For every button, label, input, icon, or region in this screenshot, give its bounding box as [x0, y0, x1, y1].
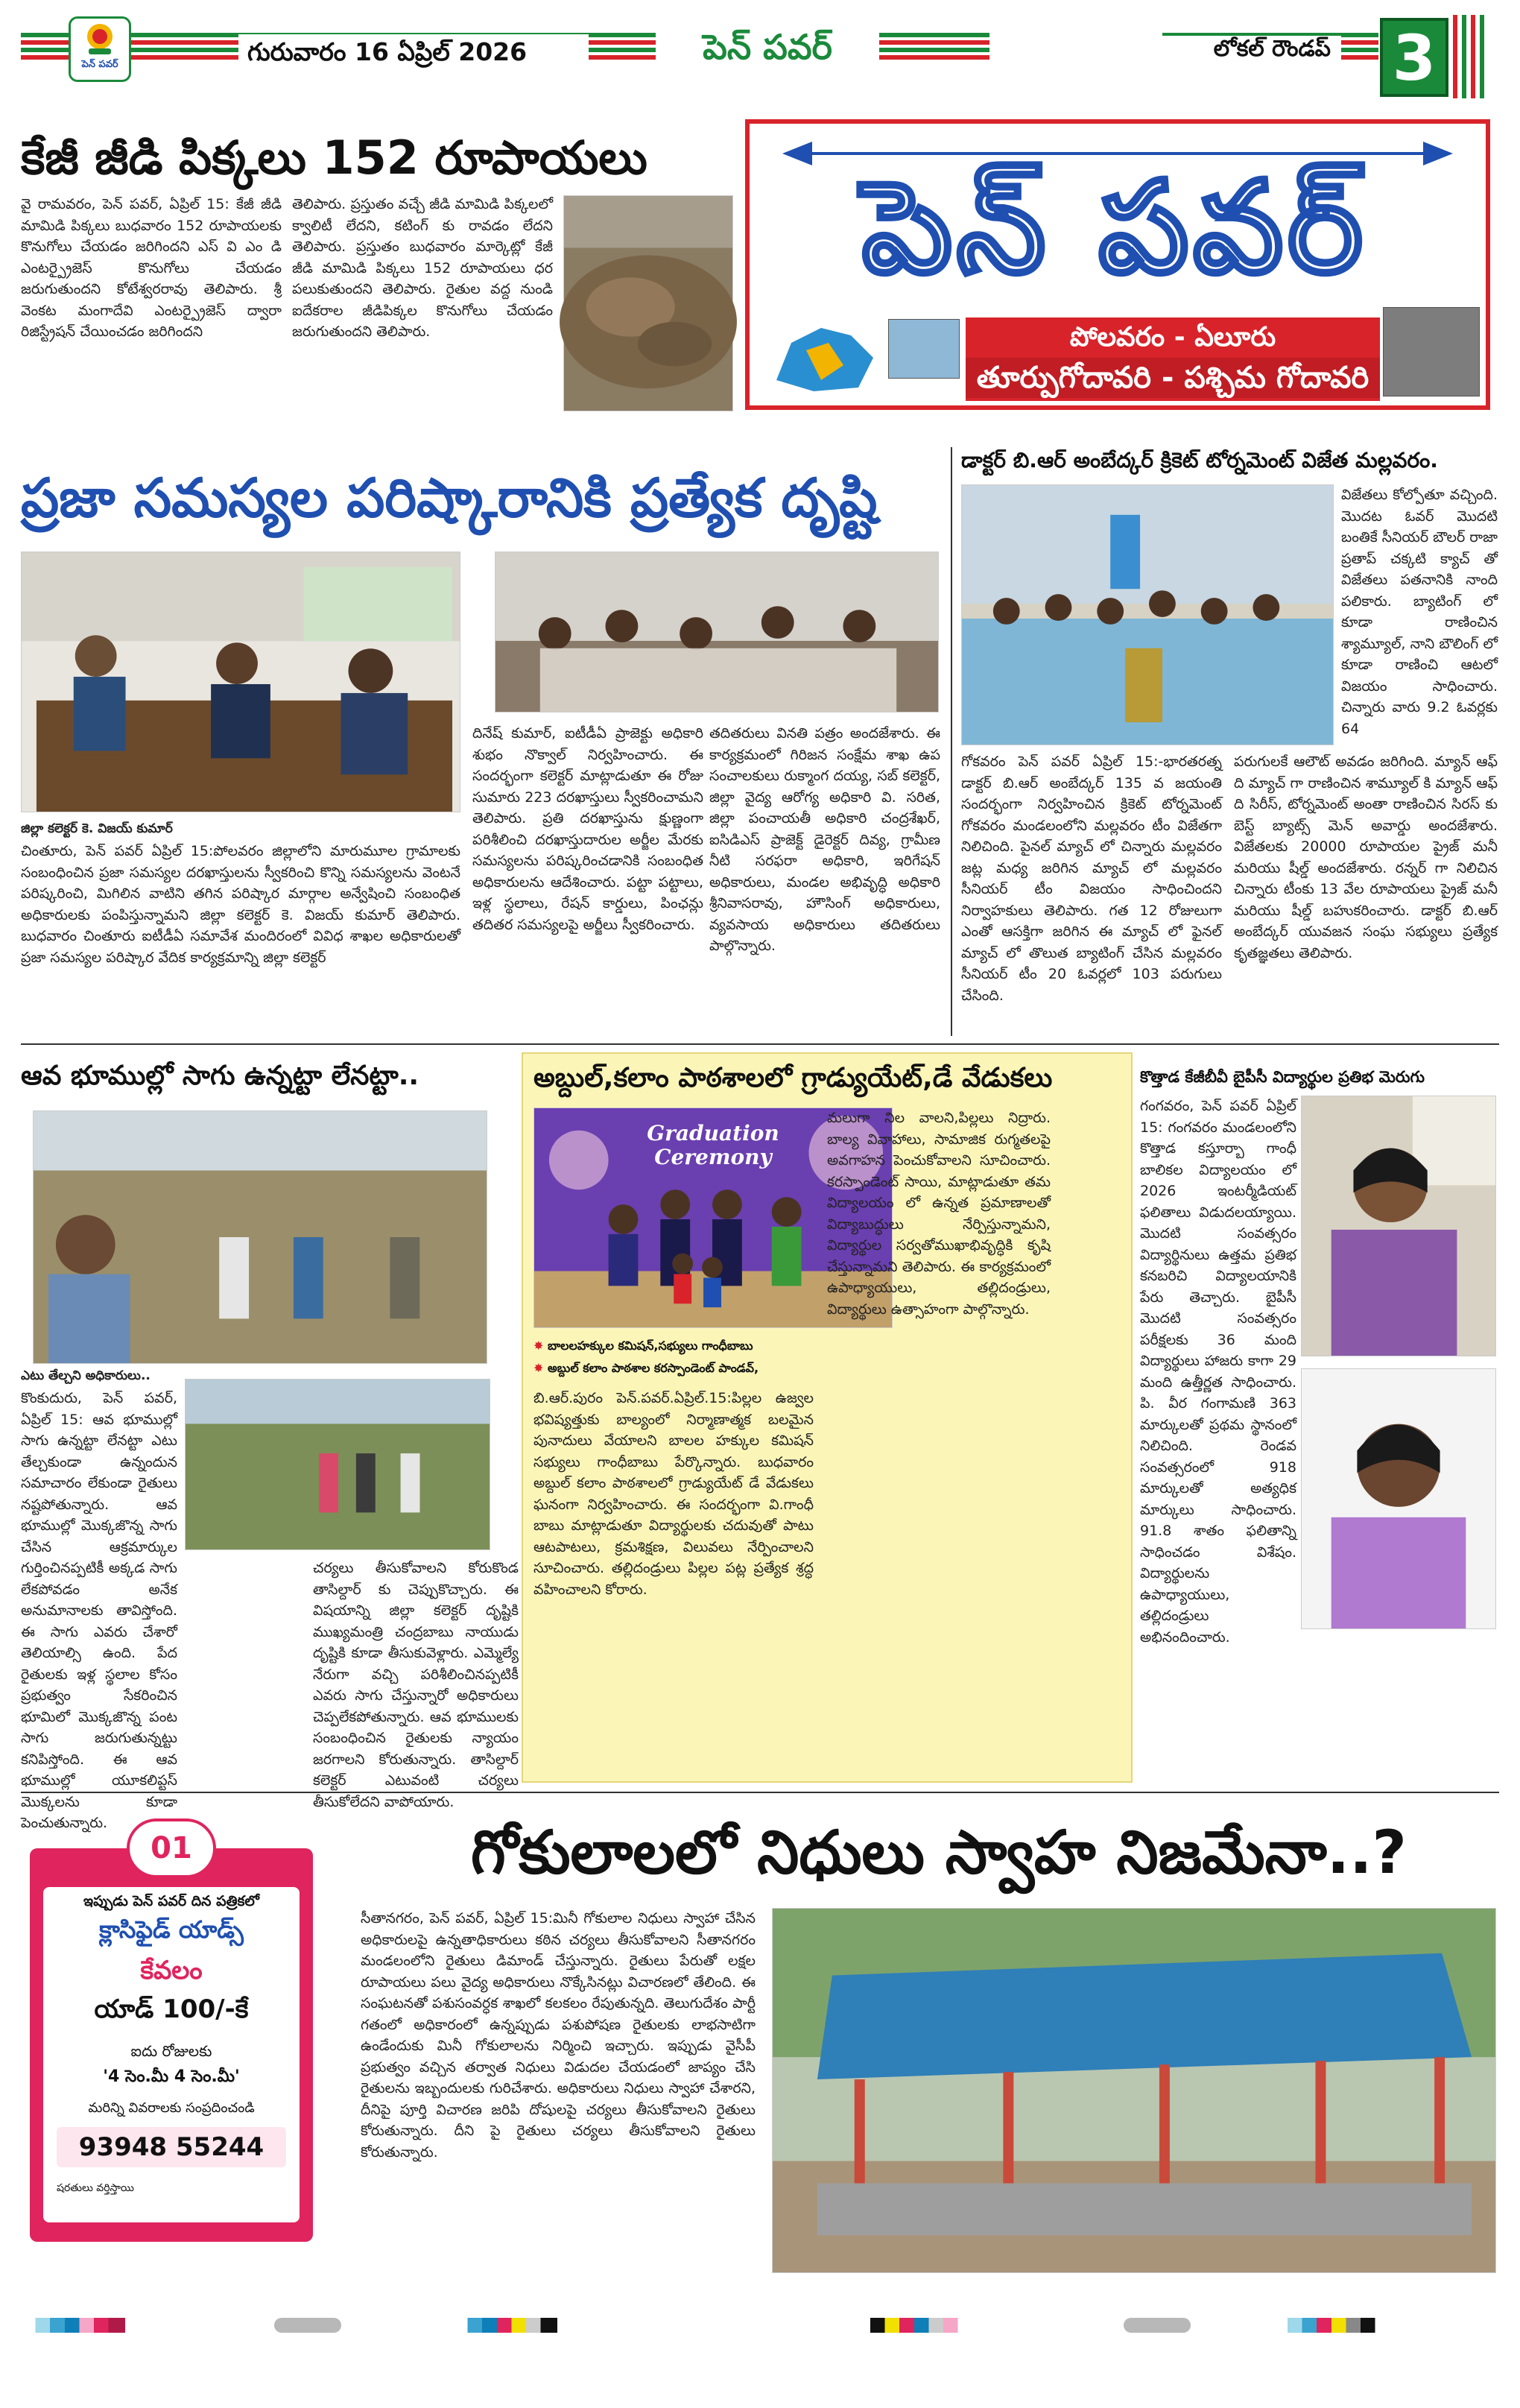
brand-map-image [761, 320, 888, 395]
story4-headline: ఆవ భూముల్లో సాగు ఉన్నట్టా లేనట్టా.. [21, 1061, 419, 1091]
color-bar-5 [1124, 2318, 1191, 2333]
student-photo-1 [1301, 1096, 1496, 1356]
ad-footer: షరతులు వర్తిస్తాయి [57, 2182, 134, 2194]
story3-headline: డాక్టర్ బి.ఆర్ అంబేద్కర్ క్రికెట్ టోర్నమెంట్ విజేత మల్లవరం. [961, 448, 1438, 473]
graduation-banner: Graduation Ceremony [647, 1121, 779, 1169]
classified-ad [30, 1818, 313, 2242]
story5-col2: మలుగా నిల వాలని,పిల్లలు నిద్రారు. బాల్య వివాహాలు, సామాజిక రుగ్మతలపై అవగాహన పెంచుకోవాలని సూచించారు. కరస్పాండెంట్ సాయి, మాట్లాడుతూ తమ విద్యాలయం లో ఉన్నత ప్రమాణాలతో విద్యాబుద్ధులు నేర్పిస్తున్నామని, విద్యార్థుల సర్వతోముఖాభివృద్ధికి కృషి చేస్తున్నామని తెలిపారు. ఈ కార్యక్రమంలో ఉపాధ్యాయులు, తల్లిదండ్రులు, విద్యార్థులు ఉత్సాహంగా పాల్గొన్నారు. [827, 1110, 1051, 1318]
story4-col2: చర్యలు తీసుకోవాలని కోరుకొండ తాసిల్దార్ కు చెప్పుకొచ్చారు. ఈ విషయాన్ని జిల్లా కలెక్టర్ దృష్టికి ముఖ్యమంత్రి చంద్రబాబు నాయుడు దృష్టికి కూడా తీసుకువెళ్లారు. ఎమ్మెల్యే నేరుగా వచ్చి పరిశీలించినప్పటికీ ఎవరు సాగు చేస్తున్నారో అధికారులు చెప్పలేకపోతున్నారు. ఆవ భూములకు సంబంధించిన రైతులకు న్యాయం జరగాలని కోరుతున్నారు. తాసిల్దార్ కలెక్టర్ ఎటువంటి చర్యలు తీసుకోలేదని వాపోయారు. [313, 1560, 519, 1810]
collector-photo-2 [495, 552, 939, 712]
story1-headline: కేజీ జీడి పిక్కలు 152 రూపాయలు [21, 130, 647, 185]
page-number-side-stripes [1453, 15, 1498, 98]
story2-col1: చింతూరు, పెన్ పవర్ ఏప్రిల్ 15:పోలవరం జిల్లాలోని మారుమూల గ్రామాలకు సంబంధించిన ప్రజా సమస్యల దరఖాస్తులను స్వీకరించి కొన్ని సమస్యలను వెంటనే పరిష్కరించి, మిగిలిన వాటిని తగిన పరిష్కార మార్గాల అన్వేషించి సంబంధిత అధికారులకు పంపిస్తున్నామని జిల్లా కలెక్టర్ కె. విజయ్ కుమార్ తెలిపారు. బుధవారం చింతూరు ఐటీడీఏ సమావేశ మందిరంలో వివిధ శాఖల అధికారులతో ప్రజా సమస్యల పరిష్కార వేదిక కార్యక్రమాన్ని జిల్లా కలెక్టర్ [21, 843, 460, 966]
brand-banner [966, 317, 1380, 401]
story2-col3: తదితరులు వినతి పత్రం అందజేశారు. ఈ కార్యక్రమంలో గిరిజన సంక్షేమ శాఖ ఉప సంచాలకులు రుక్మాంగ దయ్య, సబ్ కలెక్టర్, జిల్లా వైద్య ఆరోగ్య అధికారి వి. సరిత, జిల్లా పంచాయతీ అధికారి చంద్రశేఖర్, ఐసిడిఎస్ ప్రాజెక్ట్ డైరెక్టర్ దివ్య, గ్రామీణ నీటి సరఫరా అధికారి, ఇరిగేషన్ అధికారులు, మండల అభివృద్ధి అధికారి శ్రీనివాసరావు, హౌసింగ్ అధికారులు, వ్యవసాయ అధికారులు తదితరులు పాల్గొన్నారు. [709, 725, 940, 954]
horizontal-divider-2 [21, 1792, 1499, 1793]
vertical-divider-1 [951, 447, 952, 1036]
story5-col1: బి.ఆర్.పురం పెన్.పవర్.ఏప్రిల్.15:పిల్లల ఉజ్వల భవిష్యత్తుకు బాల్యంలో నిర్మాణాత్మక బలమైన పునాదులు వేయాలని బాలల హక్కుల కమిషన్ సభ్యులు గాంధీబాబు పేర్కొన్నారు. బుధవారం అబ్దుల్ కలాం పాఠశాలలో గ్రాడ్యుయేట్ డే వేడుకలు ఘనంగా నిర్వహించారు. ఈ సందర్భంగా వి.గాంధీ బాబు మాట్లాడుతూ విద్యార్థులకు చదువుతో పాటు ఆటపాటలు, క్రమశిక్షణ, విలువలు నేర్పించాలని సూచించారు. తల్లిదండ్రులు పిల్లల పట్ల ప్రత్యేక శ్రద్ధ వహించాలని కోరారు. [533, 1390, 814, 1598]
brand-bridge-image [1383, 307, 1480, 396]
story5-bullet1: బాలలహక్కుల కమిషన్,సభ్యులు గాంధీబాబు [547, 1339, 753, 1353]
story6-col1: గంగవరం, పెన్ పవర్ ఏప్రిల్ 15: గంగవరం మండలంలోని కొత్తాడ కస్తూర్బా గాంధీ బాలికల విద్యాలయం లో 2026 ఇంటర్మీడియట్ ఫలితాలు విడుదలయ్యాయి. మొదటి సంవత్సరం విద్యార్థినులు ఉత్తమ ప్రతిభ కనబరిచి విద్యాలయానికి పేరు తెచ్చారు. బైపీసీ మొదటి సంవత్సరం పరీక్షలకు 36 మంది విద్యార్థులు హాజరు కాగా 29 మంది ఉత్తీర్ణత సాధించారు. పి. వీర గంగామణి 363 మార్కులతో ప్రథమ స్థానంలో నిలిచింది. రెండవ సంవత్సరంలో 918 మార్కులతో అత్యధిక మార్కులు సాధించారు. 91.8 శాతం ఫలితాన్ని సాధించడం విశేషం. విద్యార్థులను ఉపాధ్యాయులు, తల్లిదండ్రులు అభినందించారు. [1140, 1098, 1296, 1646]
ad-line5: ఐదు రోజులకు [130, 2042, 212, 2060]
student-photo-2 [1301, 1368, 1496, 1629]
story5-bullet2: అబ్దుల్ కలాం పాఠశాల కరస్పాండెంట్ పాండవ్, [547, 1361, 759, 1375]
ad-phone: 93948 55244 [78, 2132, 265, 2162]
color-bar-1 [21, 2318, 125, 2333]
story1-col2: తెలిపారు. ప్రస్తుతం వచ్చే జీడి మామిడి పిక్కలలో క్వాలిటీ లేదని, కటింగ్ కు రావడం లేదని తెలిపారు. ప్రస్తుతం బుధవారం మార్కెట్లో కేజీ జీడి మామిడి పిక్కలు 152 రూపాయలు ధర పలుకుతుందని తెలిపారు. రైతుల వద్ద నుండి ఐదేకరాల జీడిపిక్కల కొనుగోలు చేయడం జరుగుతుందని తెలిపారు. [292, 196, 553, 340]
story3-col2: పరుగులకే ఆలౌట్ అవడం జరిగింది. మ్యాన్ ఆఫ్ ది మ్యాచ్ గా రాణించిన శామ్యూల్ కి మ్యాన్ ఆఫ్ ది సిరీస్, టోర్నమెంట్ అంతా రాణించిన సిరస్ కు బెస్ట్ బ్యాట్స్ మెన్ అవార్డు అందజేశారు. విజేతలకు 20000 రూపాయల ప్రైజ్ మనీ మరియు షీల్డ్ అందజేశారు. రన్నర్ గా నిలిచిన చిన్నారు టీంకు 13 వేల రూపాయలు ప్రైజ్ మనీ మరియు షీల్డ్ బహుకరించారు. డాక్టర్ బి.ఆర్ అంబేద్కర్ యువజన సంఘ సభ్యులు ప్రత్యేక కృతజ్ఞతలు తెలిపారు. [1234, 753, 1498, 961]
collector-photo-1 [21, 552, 460, 812]
masthead-logo-text: పెన్ పవర్ [81, 59, 118, 70]
ad-line7: మరిన్ని వివరాలకు సంప్రదించండి [88, 2100, 255, 2116]
color-bar-4 [870, 2318, 975, 2333]
masthead-section: లోకల్ రౌండప్ [1125, 36, 1341, 67]
ad-number: 01 [151, 1831, 192, 1865]
gokulam-shed-photo [772, 1908, 1496, 2273]
masthead [0, 0, 1520, 104]
color-bar-3 [453, 2318, 557, 2333]
story7-col1: సీతానగరం, పెన్ పవర్, ఏప్రిల్ 15:మినీ గోకులాల నిధులు స్వాహా చేసిన అధికారులపై ఉన్నతాధికారులు కఠిన చర్యలు తీసుకోవాలని సీతానగరం మండలంలోని రైతులు డిమాండ్ చేస్తున్నారు. రైతులు పేరుతో లక్షల రూపాయలు పలు వైద్య అధికారులు నొక్కేసినట్లు విచారణలో తేలింది. ఈ సంఘటనతో పశుసంవర్ధక శాఖలో కలకలం రేపుతున్నది. తెలుగుదేశం పార్టీ గతంలో అధికారంలో ఉన్నప్పుడు పశుపోషణ రైతులకు లాభసాటిగా ఉండేందుకు మినీ గోకులాలను నిర్మించి ఇచ్చారు. ఇప్పుడు వైసీపీ ప్రభుత్వం వచ్చిన తర్వాత నిధులు విడుదల చేయడంలో జాప్యం చేసి రైతులను ఇబ్బందులకు గురిచేశారు. అధికారులు నిధులు స్వాహా చేశారని, దీనిపై పూర్తి విచారణ జరిపి దోషులపై చర్యలు తీసుకోవాలని రైతులు కోరుతున్నారు. దీని పై రైతులు చర్యలు తీసుకోవాలని రైతులు కోరుతున్నారు. [361, 1910, 756, 2161]
story1-col1: వై రామవరం, పెన్ పవర్, ఏప్రిల్ 15: కేజీ జీడి మామిడి పిక్కలు బుధవారం 152 రూపాయలకు కొనుగోలు చేయడం జరిగిందని ఎస్ వి ఎం డి ఎంటర్ప్రైజెస్ కొనుగోలు చేయడం జరుగుతుందని కోటేశ్వరరావు తెలిపారు. శ్రీ వెంకట మంగాదేవి ఎంటర్ప్రైజెస్ ద్వారా రిజిస్ట్రేషన్ చేయించడం జరిగిందని [21, 196, 282, 340]
ad-phone-box [57, 2127, 286, 2167]
story3-col1: గోకవరం పెన్ పవర్ ఏప్రిల్ 15:-భారతరత్న డాక్టర్ బి.ఆర్ అంబేద్కర్ 135 వ జయంతి సందర్భంగా నిర్వహించిన క్రికెట్ టోర్నమెంట్ గోకవరం మండలంలోని మల్లవరం టీం విజేతగా నిలిచింది. పైనల్ మ్యాచ్ లో చిన్నారు మల్లవరం జట్ల మధ్య జరిగిన మ్యాచ్ లో మల్లవరం సీనియర్ టీం విజయం సాధించిందని నిర్వాహకులు తెలిపారు. గత 12 రోజులుగా ఎంతో ఆసక్తిగా జరిగిన ఈ మ్యాచ్ లో ఫైనల్ మ్యాచ్ లో తొలుత బ్యాటింగ్ చేసిన మల్లవరం సీనియర్ టీం 20 ఓవర్లలో 103 పరుగులు చేసింది. [961, 753, 1222, 1004]
color-bar-2 [274, 2318, 341, 2333]
page-number: 3 [1392, 22, 1437, 95]
story6-headline: కొత్తాడ కేజీబీవీ బైపీసీ విద్యార్థుల ప్రతిభ మెరుగు [1140, 1068, 1425, 1086]
story2-col2: దినేష్ కుమార్, ఐటీడీఏ ప్రాజెక్టు అధికారి శుభం నొక్వాల్ నిర్వహించారు. ఈ సందర్భంగా కలెక్టర్ మాట్లాడుతూ ఈ రోజు సుమారు 223 దరఖాస్తులు స్వీకరించామని తెలిపారు. ప్రతి దరఖాస్తును క్షుణ్ణంగా పరిశీలించి దరఖాస్తుదారుల అర్జీల మేరకు సమస్యలను పరిష్కరించడానికి సంబంధిత అధికారులను ఆదేశించారు. పట్టా పట్టాలు, ఇళ్ల స్థలాలు, రేషన్ కార్డులు, పింఛన్లు తదితర సమస్యలపై అర్జీలు స్వీకరించారు. [472, 725, 703, 933]
land-photo [185, 1379, 490, 1550]
story7-headline: గోకులాలలో నిధులు స్వాహ నిజమేనా..? [471, 1818, 1407, 1887]
ad-line1: ఇప్పుడు పెన్ పవర్ దిన పత్రికలో [83, 1893, 259, 1909]
bullet-star-icon: ✸ [533, 1361, 548, 1375]
story5-headline: అబ్దుల్,కలాం పాఠశాలలో గ్రాడ్యుయేట్,డే వేడుకలు [533, 1063, 1053, 1093]
horizontal-divider-1 [21, 1043, 1499, 1045]
ad-line3: కేవలం [140, 1956, 203, 1985]
color-registration-bar [21, 2318, 1499, 2336]
brand-line1: పోలవరం - ఏలూరు [1069, 322, 1276, 353]
ad-line6: '4 సెం.మీ 4 సెం.మీ' [103, 2067, 240, 2086]
color-bar-6 [1288, 2318, 1392, 2333]
brand-title: పెన్ పవర్ [862, 154, 1367, 302]
brand-box [745, 119, 1490, 410]
story2-headline: ప్రజా సమస్యల పరిష్కారానికి ప్రత్యేక దృష్టి [21, 467, 878, 529]
masthead-date: గురువారం 16 ఏప్రిల్ 2026 [238, 34, 589, 75]
ad-line4: యాడ్ 100/-కే [94, 1994, 249, 2024]
bullet-star-icon: ✸ [533, 1339, 548, 1353]
story3-side: విజేతలు కోల్పోతూ వచ్చింది. మొదట ఓవర్ మొదటి బంతికే సీనియర్ బౌలర్ రాజా ప్రతాప్ చక్కటి క్యాచ్ తో విజేతలు పతనానికి నాంది పలికారు. బ్యాటింగ్ లో కూడా రాణించిన శ్యామ్యూల్, నాని బౌలింగ్ లో కూడా రాణించి ఆటలో విజయం సాధించారు. చిన్నారు వారు 9.2 ఓవర్లకు 64 [1341, 487, 1498, 737]
masthead-paper-name: పెన్ పవర్ [656, 27, 879, 76]
ad-line2: క్లాసిఫైడ్ యాడ్స్ [99, 1915, 244, 1944]
field-inspection-photo [33, 1110, 487, 1364]
story4-col1: కొంకుదురు, పెన్ పవర్, ఏప్రిల్ 15: ఆవ భూముల్లో సాగు ఉన్నట్టా లేనట్టా ఎటు తేల్చకుండా ఉన్నందున సమాచారం లేకుండా రైతులు నష్టపోతున్నారు. ఆవ భూముల్లో మొక్కజొన్న సాగు చేసిన ఆక్రమార్కుల గుర్తించినప్పటికీ అక్కడ సాగు లేకపోవడం అనేక అనుమానాలకు తావిస్తోంది. ఈ సాగు ఎవరు చేశారో తెలియాల్సి ఉంది. పేద రైతులకు ఇళ్ల స్థలాల కోసం ప్రభుత్వం సేకరించిన భూమిలో మొక్కజొన్న పంట సాగు జరుగుతున్నట్టు కనిపిస్తోంది. ఈ ఆవ భూముల్లో యూకలిప్టస్ మొక్కలను కూడా పెంచుతున్నారు. [21, 1390, 177, 1831]
brand-dam-image [888, 319, 960, 379]
brand-line2: తూర్పుగోదావరి - పశ్చిమ గోదావరి [966, 358, 1380, 398]
story2-photo-caption: జిల్లా కలెక్టర్ కె. విజయ్ కుమార్ [21, 821, 173, 836]
cashew-photo [563, 195, 733, 411]
story4-photo-caption: ఎటు తేల్చని అధికారులు.. [21, 1368, 151, 1383]
cricket-team-photo [961, 484, 1334, 745]
masthead-logo [69, 16, 131, 82]
ad-number-badge [127, 1818, 216, 1878]
page-number-box [1380, 18, 1448, 97]
